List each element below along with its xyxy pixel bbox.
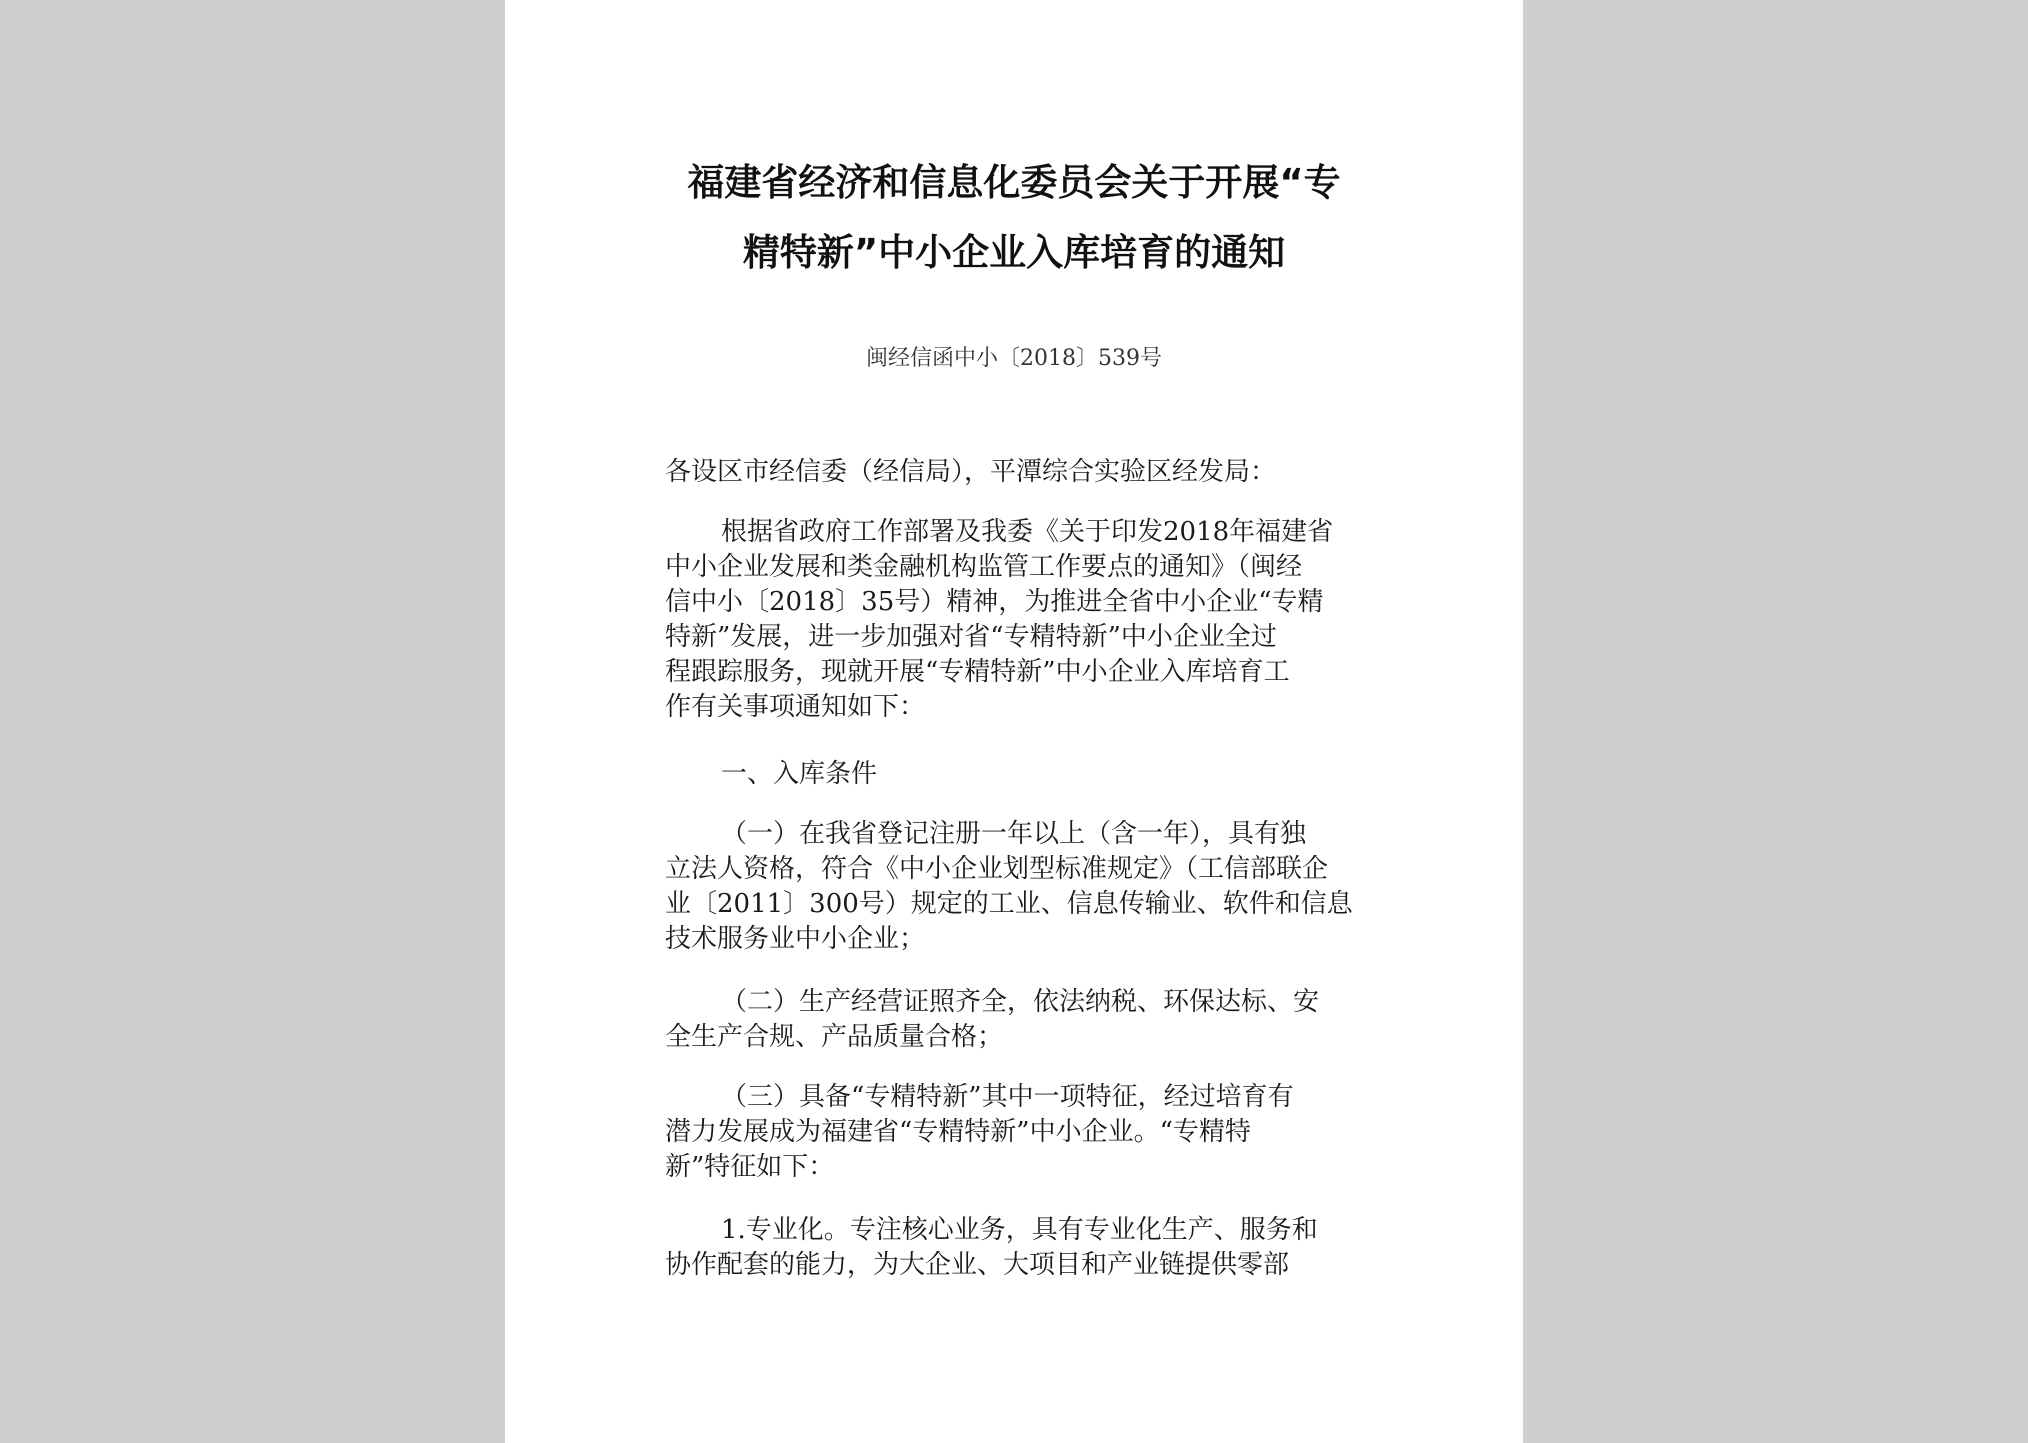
paragraph-intro bbox=[665, 515, 1365, 725]
title-line: 精特新”中小企业入库培育的通知 bbox=[742, 231, 1286, 274]
paragraph-line: （三）具备“专精特新”其中一项特征，经过培育有 bbox=[721, 1082, 1294, 1112]
addressee-line: 各设区市经信委（经信局），平潭综合实验区经发局： bbox=[665, 457, 1277, 487]
paragraph-line: 全生产合规、产品质量合格； bbox=[665, 1022, 1004, 1052]
paragraph-line: （二）生产经营证照齐全，依法纳税、环保达标、安 bbox=[721, 987, 1320, 1017]
paragraph-line: 潜力发展成为福建省“专精特新”中小企业。“专精特 bbox=[665, 1117, 1251, 1147]
document-number: 闽经信函中小〔2018〕539号 bbox=[866, 346, 1162, 371]
paragraph-line: 立法人资格，符合《中小企业划型标准规定》（工信部联企 bbox=[665, 854, 1329, 884]
paragraph-line: 程跟踪服务，现就开展“专精特新”中小企业入库培育工 bbox=[665, 657, 1290, 687]
paragraph-condition-2 bbox=[665, 985, 1365, 1055]
document-page bbox=[505, 0, 1523, 1443]
paragraph-line: 中小企业发展和类金融机构监管工作要点的通知》（闽经 bbox=[665, 552, 1303, 582]
document-title bbox=[505, 148, 1523, 288]
paragraph-line: 特新”发展，进一步加强对省“专精特新”中小企业全过 bbox=[665, 622, 1277, 652]
paragraph-line: （一）在我省登记注册一年以上（含一年），具有独 bbox=[721, 819, 1307, 849]
title-line: 福建省经济和信息化委员会关于开展“专 bbox=[687, 161, 1341, 204]
section-heading-entry-conditions bbox=[665, 757, 1365, 792]
paragraph-line: 协作配套的能力，为大企业、大项目和产业链提供零部 bbox=[665, 1250, 1290, 1280]
paragraph-line: 业〔2011〕300号）规定的工业、信息传输业、软件和信息 bbox=[665, 889, 1353, 919]
paragraph-specialization bbox=[665, 1213, 1365, 1283]
paragraph-line: 信中小〔2018〕35号）精神，为推进全省中小企业“专精 bbox=[665, 587, 1324, 617]
paragraph-line: 1.专业化。专注核心业务，具有专业化生产、服务和 bbox=[721, 1215, 1318, 1245]
paragraph-condition-3 bbox=[665, 1080, 1365, 1185]
addressee bbox=[665, 455, 1365, 490]
paragraph-condition-1 bbox=[665, 817, 1365, 957]
section-heading: 一、入库条件 bbox=[721, 759, 878, 789]
paragraph-line: 作有关事项通知如下： bbox=[665, 692, 926, 722]
paragraph-line: 新”特征如下： bbox=[665, 1152, 835, 1182]
paragraph-line: 技术服务业中小企业； bbox=[665, 924, 926, 954]
paragraph-line: 根据省政府工作部署及我委《关于印发2018年福建省 bbox=[721, 517, 1334, 547]
